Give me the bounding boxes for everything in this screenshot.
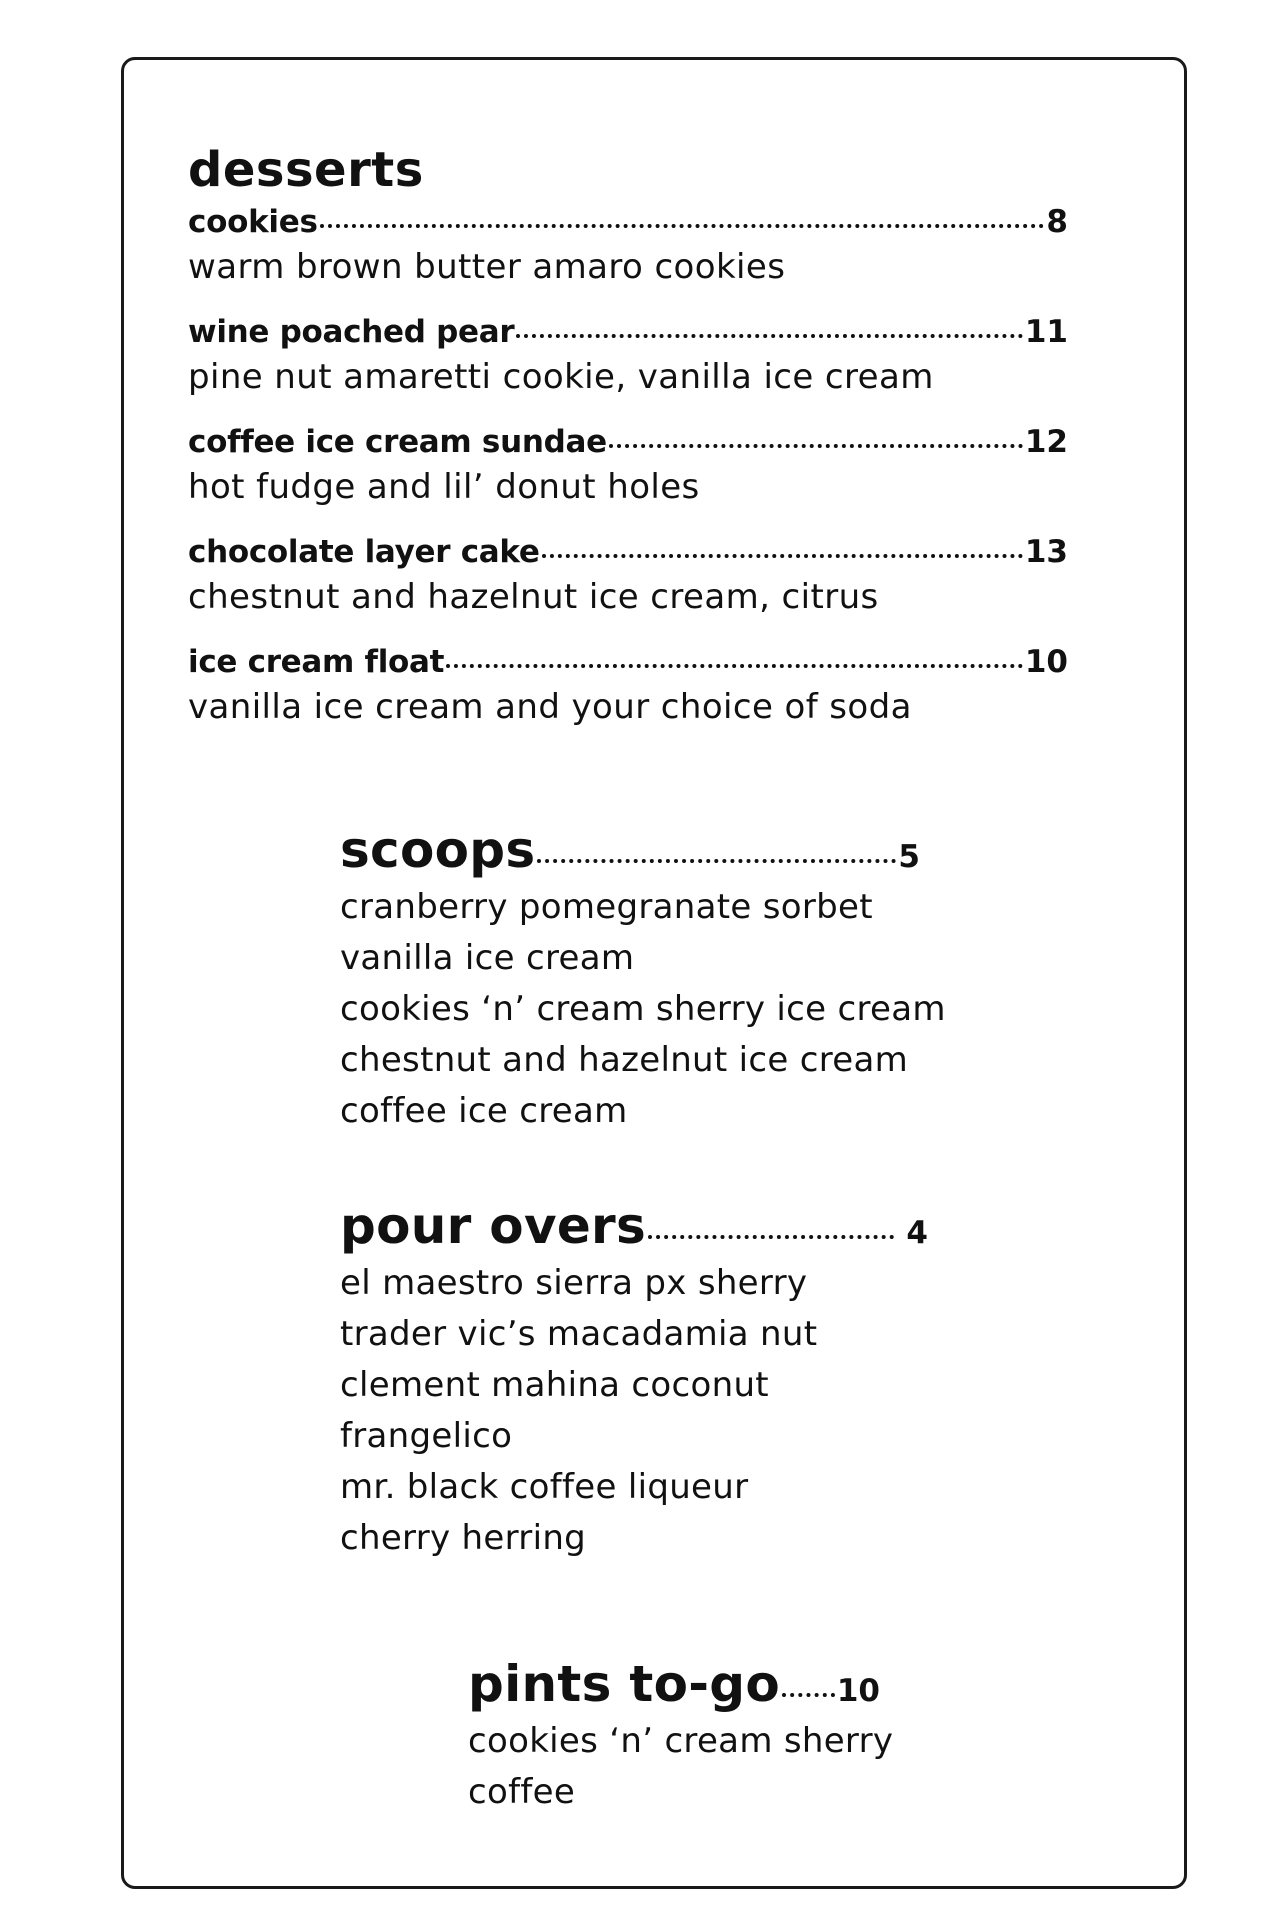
scoops-header: [340, 818, 920, 882]
list-item: frangelico: [340, 1416, 513, 1456]
menu-item-name: ice cream float: [188, 644, 445, 680]
dot-leader: [446, 664, 1023, 668]
menu-content: [124, 60, 1184, 1886]
menu-item: [188, 200, 1068, 290]
pints-to-go-header: [468, 1652, 880, 1716]
menu-item: [188, 310, 1068, 400]
list-item: clement mahina coconut: [340, 1365, 769, 1405]
pints-to-go-price: 10: [836, 1673, 880, 1709]
pints-to-go-list: [468, 1716, 968, 1818]
menu-item-line: [188, 420, 1068, 464]
dot-leader: [320, 224, 1045, 228]
list-item: cranberry pomegranate sorbet: [340, 887, 873, 927]
menu-item-price: 8: [1046, 204, 1068, 240]
menu-item-description: hot fudge and lil’ donut holes: [188, 467, 700, 507]
list-item: coffee ice cream: [340, 1091, 628, 1131]
menu-item-description: vanilla ice cream and your choice of soda: [188, 687, 912, 727]
menu-item-line: [188, 310, 1068, 354]
pour-overs-title: pour overs: [340, 1197, 647, 1255]
menu-item: [188, 530, 1068, 620]
menu-item-line: [188, 530, 1068, 574]
menu-item: [188, 420, 1068, 510]
menu-item-description: warm brown butter amaro cookies: [188, 247, 786, 287]
scoops-price: 5: [898, 839, 920, 875]
pour-overs-section: [340, 1194, 960, 1564]
pour-overs-header: [340, 1194, 928, 1258]
dot-leader: [537, 859, 896, 863]
pints-to-go-title: pints to-go: [468, 1655, 781, 1713]
list-item: trader vic’s macadamia nut: [340, 1314, 818, 1354]
dot-leader: [542, 554, 1023, 558]
pour-overs-price: 4: [906, 1215, 928, 1251]
menu-item-price: 13: [1024, 534, 1068, 570]
list-item: cookies ‘n’ cream sherry: [468, 1721, 894, 1761]
pints-to-go-section: [468, 1652, 968, 1818]
menu-item-line: [188, 200, 1068, 244]
list-item: vanilla ice cream: [340, 938, 635, 978]
menu-item-line: [188, 640, 1068, 684]
menu-item-name: coffee ice cream sundae: [188, 424, 607, 460]
list-item: coffee: [468, 1772, 576, 1812]
menu-item-name: chocolate layer cake: [188, 534, 540, 570]
dot-leader: [782, 1693, 835, 1697]
dot-leader: [516, 334, 1023, 338]
menu-card: [121, 57, 1187, 1889]
dot-leader: [609, 444, 1023, 448]
dot-leader: [648, 1235, 894, 1239]
menu-item-name: cookies: [188, 204, 318, 240]
desserts-section: [188, 140, 1068, 750]
scoops-section: [340, 818, 946, 1137]
menu-item-price: 12: [1024, 424, 1068, 460]
list-item: cherry herring: [340, 1518, 587, 1558]
scoops-title: scoops: [340, 821, 536, 879]
desserts-title: desserts: [188, 142, 424, 198]
menu-item-name: wine poached pear: [188, 314, 515, 350]
menu-item-description: pine nut amaretti cookie, vanilla ice cream: [188, 357, 934, 397]
menu-item-price: 10: [1024, 644, 1068, 680]
list-item: el maestro sierra px sherry: [340, 1263, 808, 1303]
menu-item: [188, 640, 1068, 730]
scoops-list: [340, 882, 946, 1137]
list-item: chestnut and hazelnut ice cream: [340, 1040, 909, 1080]
menu-item-description: chestnut and hazelnut ice cream, citrus: [188, 577, 879, 617]
list-item: mr. black coffee liqueur: [340, 1467, 749, 1507]
pour-overs-list: [340, 1258, 960, 1564]
list-item: cookies ‘n’ cream sherry ice cream: [340, 989, 946, 1029]
menu-item-price: 11: [1024, 314, 1068, 350]
